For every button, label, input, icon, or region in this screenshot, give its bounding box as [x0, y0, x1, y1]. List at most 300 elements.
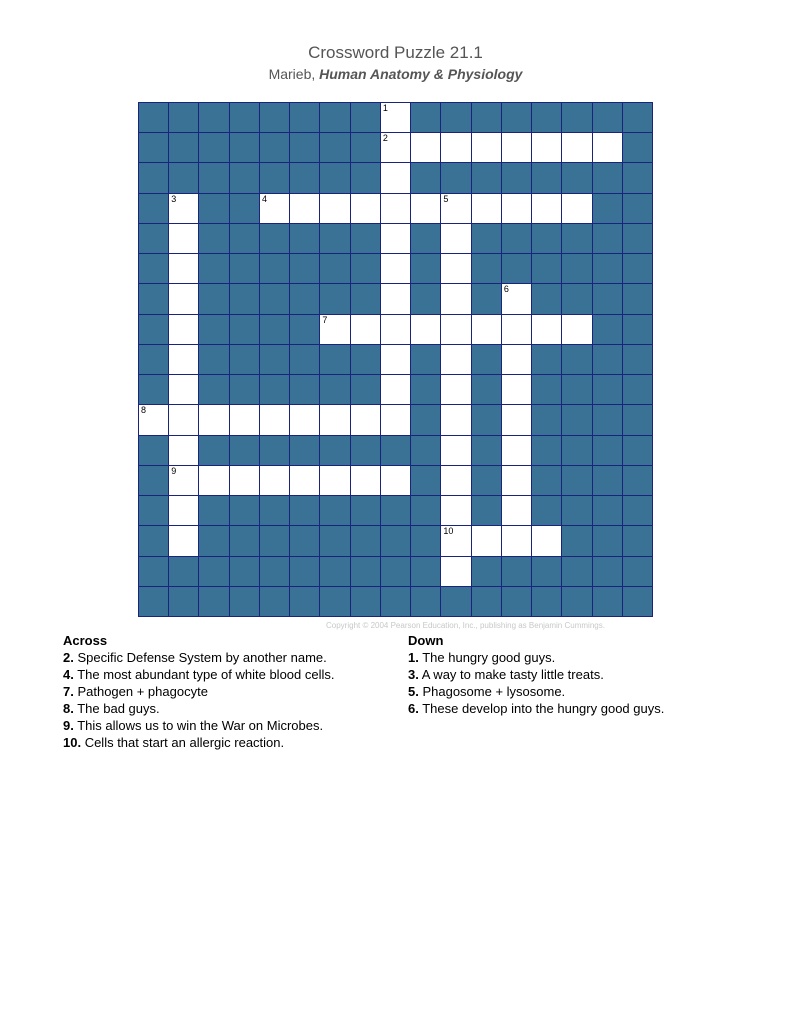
answer-cell[interactable]	[351, 466, 380, 495]
block-cell	[532, 345, 561, 374]
block-cell	[260, 315, 289, 344]
answer-cell[interactable]	[593, 133, 622, 162]
answer-cell[interactable]	[441, 375, 470, 404]
block-cell	[230, 133, 259, 162]
block-cell	[260, 375, 289, 404]
block-cell	[320, 284, 349, 313]
clue-across-7: 7. Pathogen + phagocyte	[63, 684, 208, 699]
answer-cell[interactable]	[532, 526, 561, 555]
answer-cell[interactable]	[260, 466, 289, 495]
block-cell	[623, 163, 652, 192]
block-cell	[290, 163, 319, 192]
block-cell	[351, 345, 380, 374]
clue-number: 8	[141, 405, 147, 416]
block-cell	[623, 466, 652, 495]
answer-cell[interactable]	[441, 315, 470, 344]
block-cell	[139, 133, 168, 162]
block-cell	[260, 345, 289, 374]
block-cell	[290, 224, 319, 253]
answer-cell[interactable]	[532, 315, 561, 344]
answer-cell[interactable]	[169, 315, 198, 344]
answer-cell[interactable]	[502, 405, 531, 434]
block-cell	[381, 526, 410, 555]
answer-cell[interactable]	[472, 315, 501, 344]
answer-cell[interactable]	[381, 466, 410, 495]
answer-cell[interactable]	[441, 466, 470, 495]
answer-cell[interactable]	[260, 194, 289, 223]
block-cell	[472, 103, 501, 132]
block-cell	[562, 163, 591, 192]
answer-cell[interactable]	[169, 194, 198, 223]
block-cell	[381, 436, 410, 465]
block-cell	[532, 254, 561, 283]
block-cell	[290, 315, 319, 344]
block-cell	[472, 224, 501, 253]
block-cell	[532, 587, 561, 616]
block-cell	[320, 133, 349, 162]
block-cell	[502, 557, 531, 586]
block-cell	[351, 284, 380, 313]
block-cell	[320, 526, 349, 555]
block-cell	[411, 284, 440, 313]
block-cell	[411, 405, 440, 434]
block-cell	[139, 284, 168, 313]
block-cell	[351, 436, 380, 465]
answer-cell[interactable]	[381, 315, 410, 344]
block-cell	[351, 375, 380, 404]
block-cell	[411, 587, 440, 616]
block-cell	[199, 345, 228, 374]
block-cell	[230, 436, 259, 465]
block-cell	[502, 587, 531, 616]
block-cell	[472, 557, 501, 586]
answer-cell[interactable]	[502, 133, 531, 162]
block-cell	[290, 557, 319, 586]
block-cell	[623, 224, 652, 253]
answer-cell[interactable]	[169, 254, 198, 283]
block-cell	[532, 557, 561, 586]
block-cell	[260, 103, 289, 132]
block-cell	[139, 436, 168, 465]
block-cell	[593, 526, 622, 555]
block-cell	[532, 284, 561, 313]
answer-cell[interactable]	[411, 315, 440, 344]
answer-cell[interactable]	[562, 133, 591, 162]
block-cell	[593, 557, 622, 586]
answer-cell[interactable]	[351, 405, 380, 434]
block-cell	[593, 284, 622, 313]
block-cell	[381, 587, 410, 616]
answer-cell[interactable]	[199, 466, 228, 495]
answer-cell[interactable]	[562, 315, 591, 344]
answer-cell[interactable]	[502, 375, 531, 404]
clue-number: 1	[382, 103, 388, 113]
block-cell	[260, 133, 289, 162]
block-cell	[472, 254, 501, 283]
answer-cell[interactable]	[441, 194, 470, 223]
block-cell	[320, 587, 349, 616]
block-cell	[532, 466, 561, 495]
block-cell	[593, 194, 622, 223]
block-cell	[139, 254, 168, 283]
block-cell	[623, 405, 652, 434]
block-cell	[169, 557, 198, 586]
answer-cell[interactable]	[381, 405, 410, 434]
block-cell	[562, 466, 591, 495]
answer-cell[interactable]	[169, 405, 198, 434]
clue-number: 5	[443, 193, 449, 204]
block-cell	[169, 103, 198, 132]
block-cell	[472, 345, 501, 374]
block-cell	[441, 163, 470, 192]
block-cell	[351, 526, 380, 555]
block-cell	[562, 526, 591, 555]
answer-cell[interactable]	[441, 133, 470, 162]
block-cell	[532, 496, 561, 525]
block-cell	[230, 254, 259, 283]
answer-cell[interactable]	[502, 345, 531, 374]
block-cell	[230, 103, 259, 132]
block-cell	[199, 284, 228, 313]
subtitle-book: Human Anatomy & Physiology	[319, 66, 523, 82]
answer-cell[interactable]	[169, 375, 198, 404]
block-cell	[502, 224, 531, 253]
block-cell	[320, 375, 349, 404]
block-cell	[593, 587, 622, 616]
answer-cell[interactable]	[381, 163, 410, 192]
clue-down-5: 5. Phagosome + lysosome.	[408, 684, 566, 699]
block-cell	[411, 557, 440, 586]
block-cell	[260, 436, 289, 465]
answer-cell[interactable]	[169, 526, 198, 555]
block-cell	[472, 466, 501, 495]
answer-cell[interactable]	[502, 194, 531, 223]
block-cell	[260, 163, 289, 192]
block-cell	[351, 103, 380, 132]
answer-cell[interactable]	[260, 405, 289, 434]
block-cell	[320, 163, 349, 192]
block-cell	[290, 284, 319, 313]
block-cell	[593, 496, 622, 525]
block-cell	[320, 103, 349, 132]
clue-number: 6	[503, 284, 509, 295]
answer-cell[interactable]	[381, 133, 410, 162]
answer-cell[interactable]	[381, 254, 410, 283]
block-cell	[260, 284, 289, 313]
block-cell	[411, 345, 440, 374]
block-cell	[199, 163, 228, 192]
block-cell	[199, 103, 228, 132]
answer-cell[interactable]	[169, 436, 198, 465]
block-cell	[472, 436, 501, 465]
block-cell	[532, 405, 561, 434]
block-cell	[260, 587, 289, 616]
block-cell	[230, 315, 259, 344]
block-cell	[139, 375, 168, 404]
clue-across-9: 9. This allows us to win the War on Microbes.	[63, 718, 324, 733]
block-cell	[230, 284, 259, 313]
block-cell	[623, 103, 652, 132]
answer-cell[interactable]	[290, 194, 319, 223]
clue-number: 2	[382, 133, 388, 144]
answer-cell[interactable]	[320, 315, 349, 344]
block-cell	[562, 436, 591, 465]
block-cell	[199, 526, 228, 555]
block-cell	[320, 557, 349, 586]
answer-cell[interactable]	[381, 345, 410, 374]
across-clues	[63, 632, 335, 751]
block-cell	[139, 526, 168, 555]
block-cell	[562, 224, 591, 253]
block-cell	[199, 254, 228, 283]
block-cell	[411, 163, 440, 192]
answer-cell[interactable]	[502, 436, 531, 465]
block-cell	[562, 375, 591, 404]
block-cell	[502, 254, 531, 283]
block-cell	[411, 375, 440, 404]
block-cell	[562, 405, 591, 434]
answer-cell[interactable]	[472, 194, 501, 223]
answer-cell[interactable]	[441, 496, 470, 525]
block-cell	[472, 587, 501, 616]
block-cell	[169, 133, 198, 162]
answer-cell[interactable]	[472, 526, 501, 555]
block-cell	[351, 224, 380, 253]
block-cell	[320, 224, 349, 253]
block-cell	[139, 496, 168, 525]
block-cell	[472, 284, 501, 313]
block-cell	[562, 345, 591, 374]
answer-cell[interactable]	[230, 466, 259, 495]
answer-cell[interactable]	[381, 194, 410, 223]
block-cell	[411, 466, 440, 495]
block-cell	[290, 587, 319, 616]
block-cell	[139, 194, 168, 223]
answer-cell[interactable]	[502, 526, 531, 555]
block-cell	[320, 436, 349, 465]
block-cell	[623, 587, 652, 616]
answer-cell[interactable]	[502, 466, 531, 495]
block-cell	[593, 224, 622, 253]
block-cell	[351, 163, 380, 192]
block-cell	[139, 103, 168, 132]
block-cell	[230, 526, 259, 555]
block-cell	[290, 526, 319, 555]
block-cell	[593, 163, 622, 192]
answer-cell[interactable]	[199, 405, 228, 434]
block-cell	[623, 496, 652, 525]
block-cell	[623, 557, 652, 586]
answer-cell[interactable]	[169, 224, 198, 253]
block-cell	[562, 254, 591, 283]
block-cell	[532, 375, 561, 404]
answer-cell[interactable]	[230, 405, 259, 434]
block-cell	[320, 345, 349, 374]
block-cell	[139, 345, 168, 374]
block-cell	[199, 194, 228, 223]
block-cell	[290, 254, 319, 283]
block-cell	[290, 345, 319, 374]
down-clues	[408, 632, 664, 717]
clue-across-10: 10. Cells that start an allergic reaction.	[63, 735, 285, 750]
block-cell	[199, 436, 228, 465]
answer-cell[interactable]	[351, 194, 380, 223]
answer-cell[interactable]	[411, 133, 440, 162]
answer-cell[interactable]	[290, 466, 319, 495]
block-cell	[139, 557, 168, 586]
answer-cell[interactable]	[411, 194, 440, 223]
answer-cell[interactable]	[320, 405, 349, 434]
block-cell	[532, 103, 561, 132]
clue-number: 4	[261, 193, 267, 204]
block-cell	[230, 345, 259, 374]
block-cell	[593, 103, 622, 132]
block-cell	[441, 587, 470, 616]
block-cell	[411, 436, 440, 465]
block-cell	[532, 436, 561, 465]
block-cell	[199, 557, 228, 586]
block-cell	[290, 496, 319, 525]
answer-cell[interactable]	[441, 557, 470, 586]
block-cell	[351, 557, 380, 586]
block-cell	[169, 163, 198, 192]
block-cell	[593, 405, 622, 434]
answer-cell[interactable]	[502, 315, 531, 344]
block-cell	[320, 496, 349, 525]
block-cell	[532, 163, 561, 192]
block-cell	[472, 405, 501, 434]
block-cell	[230, 163, 259, 192]
block-cell	[351, 133, 380, 162]
answer-cell[interactable]	[139, 405, 168, 434]
block-cell	[623, 375, 652, 404]
block-cell	[411, 103, 440, 132]
down-heading: Down	[408, 633, 444, 648]
block-cell	[623, 194, 652, 223]
clue-across-4: 4. The most abundant type of white blood cells.	[63, 667, 335, 682]
puzzle-title: Crossword Puzzle 21.1	[308, 43, 483, 62]
block-cell	[411, 224, 440, 253]
block-cell	[623, 315, 652, 344]
block-cell	[472, 163, 501, 192]
crossword-grid	[138, 102, 653, 617]
block-cell	[199, 133, 228, 162]
answer-cell[interactable]	[381, 103, 410, 132]
answer-cell[interactable]	[532, 133, 561, 162]
answer-cell[interactable]	[441, 436, 470, 465]
clue-number: 9	[171, 465, 177, 476]
block-cell	[593, 254, 622, 283]
block-cell	[472, 496, 501, 525]
block-cell	[199, 224, 228, 253]
block-cell	[593, 466, 622, 495]
block-cell	[139, 163, 168, 192]
block-cell	[230, 496, 259, 525]
answer-cell[interactable]	[381, 375, 410, 404]
answer-cell[interactable]	[502, 284, 531, 313]
block-cell	[593, 315, 622, 344]
answer-cell[interactable]	[320, 466, 349, 495]
block-cell	[351, 254, 380, 283]
block-cell	[593, 436, 622, 465]
block-cell	[623, 526, 652, 555]
block-cell	[562, 496, 591, 525]
answer-cell[interactable]	[441, 254, 470, 283]
block-cell	[290, 375, 319, 404]
answer-cell[interactable]	[351, 315, 380, 344]
block-cell	[230, 224, 259, 253]
answer-cell[interactable]	[381, 224, 410, 253]
block-cell	[230, 375, 259, 404]
block-cell	[623, 345, 652, 374]
block-cell	[290, 133, 319, 162]
block-cell	[623, 284, 652, 313]
block-cell	[623, 133, 652, 162]
answer-cell[interactable]	[169, 496, 198, 525]
block-cell	[351, 496, 380, 525]
block-cell	[351, 587, 380, 616]
answer-cell[interactable]	[169, 345, 198, 374]
block-cell	[411, 526, 440, 555]
answer-cell[interactable]	[320, 194, 349, 223]
block-cell	[230, 557, 259, 586]
clue-down-1: 1. The hungry good guys.	[408, 650, 556, 665]
puzzle-subtitle	[0, 66, 791, 82]
block-cell	[260, 224, 289, 253]
answer-cell[interactable]	[441, 284, 470, 313]
block-cell	[169, 587, 198, 616]
answer-cell[interactable]	[169, 466, 198, 495]
answer-cell[interactable]	[441, 224, 470, 253]
block-cell	[441, 103, 470, 132]
block-cell	[411, 496, 440, 525]
answer-cell[interactable]	[381, 284, 410, 313]
block-cell	[562, 103, 591, 132]
block-cell	[139, 587, 168, 616]
block-cell	[593, 345, 622, 374]
block-cell	[290, 103, 319, 132]
block-cell	[562, 284, 591, 313]
answer-cell[interactable]	[502, 496, 531, 525]
block-cell	[260, 254, 289, 283]
answer-cell[interactable]	[472, 133, 501, 162]
answer-cell[interactable]	[169, 284, 198, 313]
copyright-notice: Copyright © 2004 Pearson Education, Inc., publishing as Benjamin Cummings.	[326, 621, 605, 630]
clue-across-2: 2. Specific Defense System by another name.	[63, 650, 327, 665]
block-cell	[623, 254, 652, 283]
block-cell	[502, 103, 531, 132]
block-cell	[260, 496, 289, 525]
answer-cell[interactable]	[562, 194, 591, 223]
block-cell	[199, 375, 228, 404]
answer-cell[interactable]	[441, 345, 470, 374]
block-cell	[230, 587, 259, 616]
answer-cell[interactable]	[290, 405, 319, 434]
clue-down-3: 3. A way to make tasty little treats.	[408, 667, 604, 682]
answer-cell[interactable]	[441, 405, 470, 434]
block-cell	[562, 557, 591, 586]
block-cell	[139, 315, 168, 344]
answer-cell[interactable]	[532, 194, 561, 223]
block-cell	[320, 254, 349, 283]
clue-number: 3	[171, 193, 177, 204]
block-cell	[502, 163, 531, 192]
block-cell	[381, 496, 410, 525]
block-cell	[139, 224, 168, 253]
clue-down-6: 6. These develop into the hungry good guys.	[408, 701, 665, 716]
block-cell	[472, 375, 501, 404]
answer-cell[interactable]	[441, 526, 470, 555]
